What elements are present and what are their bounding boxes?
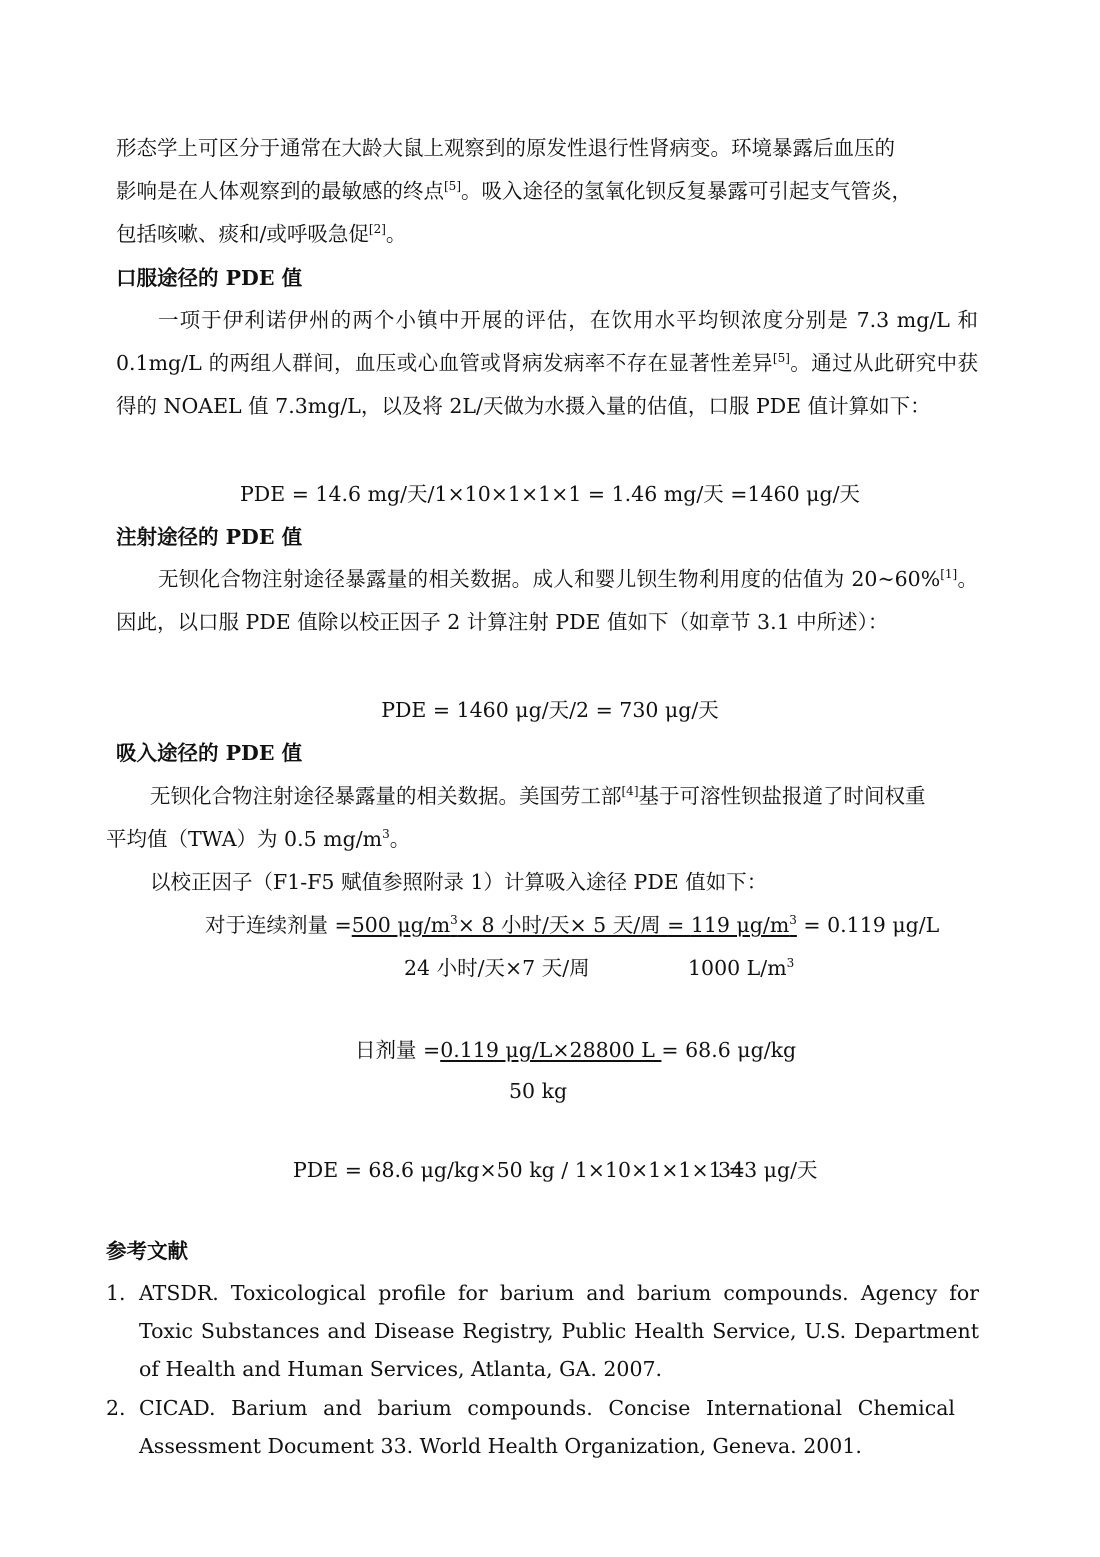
reference-number: 2. [106, 1396, 126, 1420]
oral-heading: 口服途径的 PDE 值 [116, 266, 303, 290]
citation-4[interactable]: [4] [621, 784, 639, 798]
injection-paragraph: 无钡化合物注射途径暴露量的相关数据。成人和婴儿钡生物利用度的估值为 20~60%[1]。因此，以口服 PDE 值除以校正因子 2 计算注射 PDE 值如下（如章节 3.1 中所述）： [116, 567, 979, 634]
reference-number: 1. [106, 1281, 126, 1305]
inhalation-paragraph-2: 以校正因子（F1-F5 赋值参照附录 1）计算吸入途径 PDE 值如下： [150, 870, 768, 894]
intro-line-1: 形态学上可区分于通常在大龄大鼠上观察到的原发性退行性肾病变。环境暴露后血压的 [116, 136, 895, 160]
inhalation-paragraph-line-1: 无钡化合物注射途径暴露量的相关数据。美国劳工部[4]基于可溶性钡盐报道了时间权重 [150, 784, 926, 808]
inhalation-pde-result: 343 μg/天 [718, 1158, 818, 1182]
inhalation-heading: 吸入途径的 PDE 值 [116, 741, 303, 765]
continuous-denominator-1: 24 小时/天×7 天/周 [404, 956, 590, 980]
intro-line-2: 影响是在人体观察到的最敏感的终点[5]。吸入途径的氢氧化钡反复暴露可引起支气管炎， [116, 179, 912, 203]
inhalation-pde-formula: PDE = 68.6 μg/kg×50 kg / 1×10×1×1×1 = [293, 1158, 746, 1182]
citation-2[interactable]: [2] [368, 222, 386, 236]
daily-denominator: 50 kg [509, 1079, 568, 1103]
continuous-denominator-2: 1000 $L/m^3$ [688, 956, 795, 980]
injection-pde-formula: PDE = 1460 μg/天/2 = 730 μg/天 [381, 698, 719, 722]
continuous-dose-formula: 对于连续剂量 =500 $\mu g/m^3\times 8$ 小时/天× 5 天/周 = 119 $\mu g/m^3 = 0.119$ μg/L [205, 913, 940, 937]
reference-item: ATSDR. Toxicological profile for barium and barium compounds. Agency for Toxic Substances and Disease Registry, Public Health Service, U.S. Department of Health and Human Services, Atlanta, GA. 2007. [139, 1281, 979, 1381]
intro-line-3: 包括咳嗽、痰和/或呼吸急促[2]。 [116, 222, 407, 246]
continuous-numerator: 500 $\mu g/m^3\times 8$ 小时/天× 5 天/周 [351, 913, 668, 937]
oral-paragraph: 一项于伊利诺伊州的两个小镇中开展的评估，在饮用水平均钡浓度分别是 7.3 mg/L 和 0.1mg/L 的两组人群间，血压或心血管或肾病发病率不存在显著性差异[5]。通过从此研究中获得的 NOAEL 值 7.3mg/L，以及将 2L/天做为水摄入量的估值，口服 PDE 值计算如下： [116, 308, 979, 418]
oral-pde-formula: PDE = 14.6 mg/天/1×10×1×1×1 = 1.46 mg/天 =1460 μg/天 [240, 482, 860, 506]
reference-item: CICAD. Barium and barium compounds. Concise International Chemical Assessment Document 33. World Health Organization, Geneva. 2001. [139, 1396, 955, 1458]
citation-5[interactable]: [5] [772, 351, 790, 365]
citation-5[interactable]: [5] [444, 179, 461, 193]
continuous-numerator-2: 119 $\mu g/m^3$ [690, 913, 797, 937]
daily-numerator: 0.119 μg/L×28800 L [440, 1038, 662, 1062]
references-heading: 参考文献 [106, 1239, 188, 1263]
citation-1[interactable]: [1] [940, 567, 958, 581]
daily-dose-formula: 日剂量 =0.119 μg/L×28800 L = 68.6 μg/kg [355, 1038, 797, 1062]
injection-heading: 注射途径的 PDE 值 [116, 525, 303, 549]
inhalation-paragraph-line-2: 平均值（TWA）为 0.5 $mg/m^3$。 [106, 827, 411, 851]
